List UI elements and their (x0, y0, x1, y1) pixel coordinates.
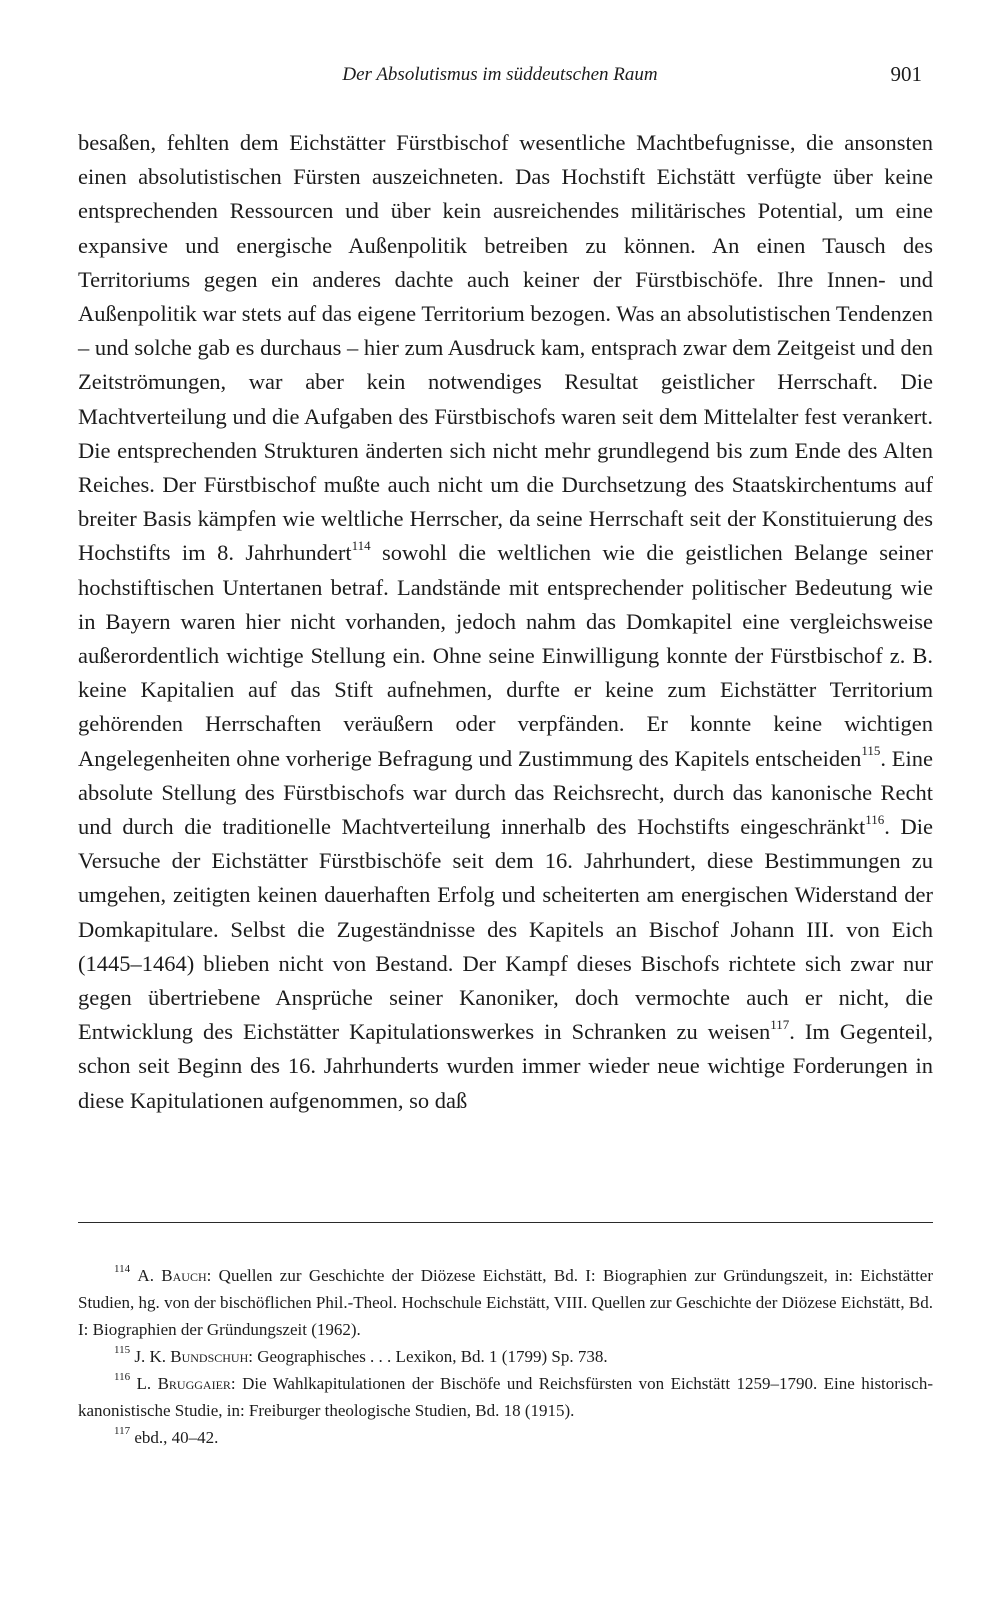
page-header (78, 58, 922, 92)
footnotes (78, 1262, 933, 1451)
footnote-author: J. K. Bundschuh: (134, 1347, 253, 1366)
text-segment-5: . Im Gegenteil, schon seit Beginn des 16. Jahrhunderts wurden immer wieder neue wichtige Forderungen in diese Kapitulationen aufgenommen, so daß (78, 1019, 933, 1113)
footnote-author: A. Bauch: (137, 1266, 212, 1285)
footnote-number: 115 (114, 1344, 131, 1357)
footnote-text: Quellen zur Geschichte der Diözese Eichstätt, Bd. I: Biographien zur Gründungszeit, in: Eichstätter Studien, hg. von der bischöflichen Phil.-Theol. Hochschule Eichstätt, VIII. Quellen zur Geschichte der Diözese Eichstätt, Bd. I: Biographien der Gründungszeit (1962). (78, 1266, 933, 1339)
footnote-text: Geographisches . . . Lexikon, Bd. 1 (1799) Sp. 738. (252, 1347, 608, 1366)
footnote-number: 116 (114, 1371, 131, 1384)
footnote-117 (78, 1424, 933, 1451)
footnote-ref-115[interactable]: 115 (861, 743, 881, 759)
footnote-115 (78, 1343, 933, 1370)
footnote-text: ebd., 40–42. (130, 1428, 219, 1447)
body-text (78, 126, 933, 1118)
text-segment-4: . Die Versuche der Eichstätter Fürstbischöfe seit dem 16. Jahrhundert, diese Bestimmungen zu umgehen, zeitigten keinen dauerhaften Erfolg und scheiterten am energischen Widerstand der Domkapitulare. Selbst die Zugeständnisse des Kapitels an Bischof Johann III. von Eich (1445–1464) blieben nicht von Bestand. Der Kampf dieses Bischofs richtete sich zwar nur gegen übertriebene Ansprüche seiner Kanoniker, doch vermochte auch er nicht, die Entwicklung des Eichstätter Kapitulationswerkes in Schranken zu weisen (78, 814, 933, 1045)
footnote-separator (78, 1222, 933, 1223)
footnote-ref-116[interactable]: 116 (865, 811, 885, 827)
page-number: 901 (890, 62, 922, 86)
running-title: Der Absolutismus im süddeutschen Raum (342, 64, 658, 85)
footnote-number: 117 (114, 1425, 131, 1438)
text-segment-2: sowohl die weltlichen wie die geistlichen Belange seiner hochstiftischen Untertanen betraf. Landstände mit entsprechender politischer Bedeutung wie in Bayern waren hier nicht vorhanden, jedoch nahm das Domkapitel eine vergleichsweise außerordentlich wichtige Stellung ein. Ohne seine Einwilligung konnte der Fürstbischof z. B. keine Kapitalien auf das Stift aufnehmen, durfte er keine zum Eichstätter Territorium gehörenden Herrschaften veräußern oder verpfänden. Er konnte keine wichtigen Angelegenheiten ohne vorherige Befragung und Zustimmung des Kapitels entscheiden (78, 540, 933, 771)
footnote-116 (78, 1370, 933, 1424)
footnote-number: 114 (114, 1263, 131, 1276)
footnote-ref-114[interactable]: 114 (351, 537, 371, 553)
footnote-ref-117[interactable]: 117 (770, 1016, 790, 1032)
footnote-author: L. Bruggaier: (136, 1374, 236, 1393)
text-segment-3: . Eine absolute Stellung des Fürstbischofs war durch das Reichsrecht, durch das kanonische Recht und durch die traditionelle Machtverteilung innerhalb des Hochstifts eingeschränkt (78, 745, 933, 840)
footnote-text: Die Wahlkapitulationen der Bischöfe und Reichsfürsten von Eichstätt 1259–1790. Eine historisch-kanonistische Studie, in: Freiburger theologische Studien, Bd. 18 (1915). (78, 1374, 933, 1420)
body-paragraph (78, 126, 933, 1118)
text-segment-1: besaßen, fehlten dem Eichstätter Fürstbischof wesentliche Machtbefugnisse, die ansonsten einen absolutistischen Fürsten auszeichneten. Das Hochstift Eichstätt verfügte über keine entsprechenden Ressourcen und über kein ausreichendes militärisches Potential, um eine expansive und energische Außenpolitik betreiben zu können. An einen Tausch des Territoriums gegen ein anderes dachte auch keiner der Fürstbischöfe. Ihre Innen- und Außenpolitik war stets auf das eigene Territorium bezogen. Was an absolutistischen Tendenzen – und solche gab es durchaus – hier zum Ausdruck kam, entsprach zwar dem Zeitgeist und den Zeitströmungen, war aber kein notwendiges Resultat geistlicher Herrschaft. Die Machtverteilung und die Aufgaben des Fürstbischofs waren seit dem Mittelalter fest verankert. Die entsprechenden Strukturen änderten sich nicht mehr grundlegend bis zum Ende des Alten Reiches. Der Fürstbischof mußte auch nicht um die Durchsetzung des Staatskirchentums auf breiter Basis kämpfen wie weltliche Herrscher, da seine Herrschaft seit der Konstituierung des Hochstifts im 8. Jahrhundert (78, 130, 933, 566)
footnote-114 (78, 1262, 933, 1343)
